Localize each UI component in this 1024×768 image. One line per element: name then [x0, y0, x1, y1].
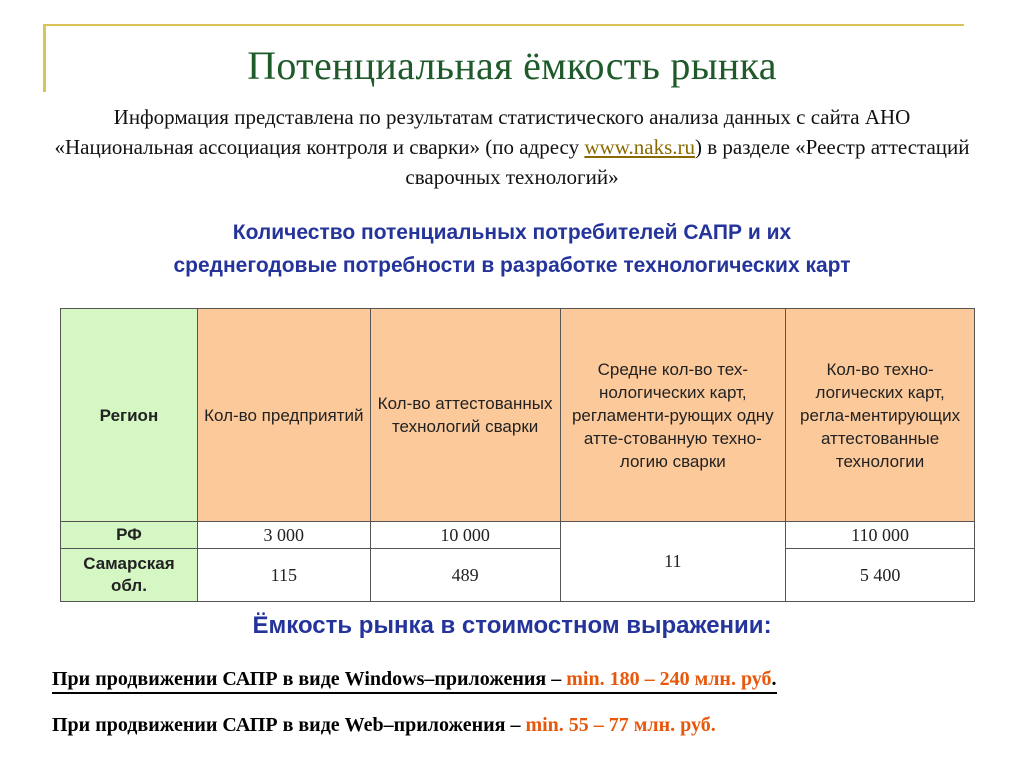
- windows-app-cost: min. 180 – 240 млн. руб: [566, 668, 772, 690]
- avg-cards-merged-cell: 11: [560, 522, 786, 602]
- web-app-text: При продвижении САПР в виде Web–приложения –: [52, 714, 526, 736]
- windows-app-text: При продвижении САПР в виде Windows–приложения –: [52, 668, 567, 690]
- subtitle-line-1: Количество потенциальных потребителей САПР и их: [232, 221, 792, 244]
- row-technologies: 489: [370, 549, 560, 602]
- header-cards-total: Кол-во техно-логических карт, регла-ментирующих аттестованные технологии: [786, 309, 975, 522]
- row-enterprises: 3 000: [197, 522, 370, 549]
- row-region: РФ: [61, 522, 198, 549]
- header-technologies: Кол-во аттестованных технологий сварки: [370, 309, 560, 522]
- intro-text: [50, 102, 974, 192]
- table-subtitle: [80, 216, 944, 282]
- header-avg-cards: Средне кол-во тех-нологических карт, регламенти-рующих одну атте-стованную техно-логию сварки: [560, 309, 786, 522]
- cost-title: Ёмкость рынка в стоимостном выражении:: [252, 612, 772, 639]
- row-technologies: 10 000: [370, 522, 560, 549]
- intro-text-after: ) в разделе «Реестр аттестаций сварочных технологий»: [405, 135, 970, 189]
- windows-app-end: .: [771, 668, 777, 690]
- row-region: Самарская обл.: [61, 549, 198, 602]
- page-title: Потенциальная ёмкость рынка: [247, 43, 777, 88]
- row-cards-total: 5 400: [786, 549, 975, 602]
- header-enterprises: Кол-во предприятий: [197, 309, 370, 522]
- subtitle-line-2: среднегодовые потребности в разработке технологических карт: [173, 254, 851, 277]
- row-cards-total: 110 000: [786, 522, 975, 549]
- web-app-cost: min. 55 – 77 млн. руб.: [525, 714, 716, 736]
- table-row: [61, 549, 975, 602]
- table-row: [61, 522, 975, 549]
- windows-app-line: [52, 668, 777, 694]
- naks-link[interactable]: www.naks.ru: [584, 135, 695, 159]
- intro-text-before: Информация представлена по результатам статистического анализа данных с сайта АНО «Национальная ассоциация контроля и сварки» (по адресу: [54, 105, 911, 159]
- consumers-table: [60, 308, 975, 602]
- header-region: Регион: [61, 309, 198, 522]
- frame-top-rule: [43, 24, 964, 26]
- row-enterprises: 115: [197, 549, 370, 602]
- web-app-line: [52, 714, 716, 737]
- table-header-row: [61, 309, 975, 522]
